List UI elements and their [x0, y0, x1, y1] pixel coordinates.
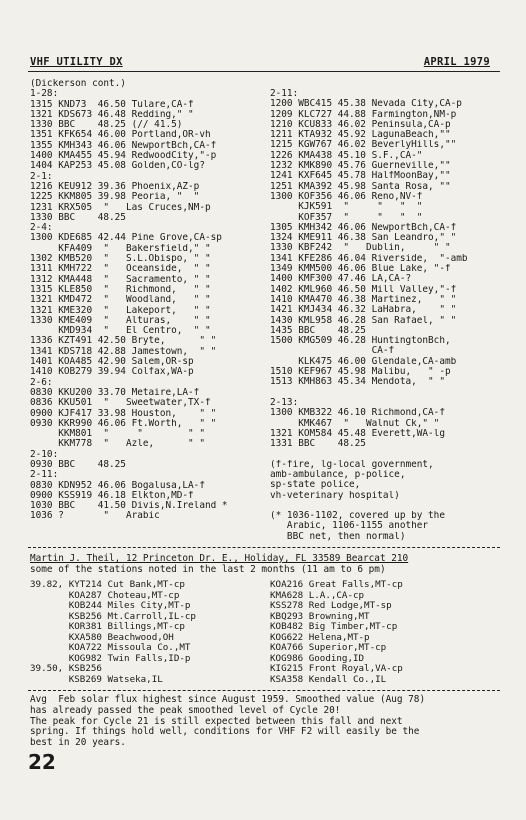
log-line: 1211 KTA932 45.92 LagunaBeach,"" [270, 130, 451, 141]
station-line: KSA358 Kendall Co.,IL [270, 673, 387, 685]
issue-date: APRIL 1979 [423, 56, 490, 68]
theil-intro [30, 554, 500, 575]
log-line: KJK591 " " " " [270, 202, 423, 213]
log-line: 1341 KFE286 46.04 Riverside, "-amb [270, 253, 468, 264]
station-line: KXA580 Beachwood,OH [30, 631, 174, 643]
dickerson-log-right [270, 89, 510, 542]
note-line: spring. If things hold well, conditions for VHF F2 will easily be the [30, 726, 420, 738]
log-line: vh-veterinary hospital) [270, 490, 400, 501]
log-line: 1401 KOA485 42.90 Salem,OR-sp [30, 357, 194, 368]
log-line: 1300 KDE685 42.44 Pine Grove,CA-sp [30, 233, 222, 244]
station-line: KSB256 Mt.Carroll,IL-cp [30, 610, 196, 622]
log-line: 1321 KMD472 " Woodland, " " [30, 295, 211, 306]
log-line: 2-11: [30, 470, 59, 481]
log-line: 2-4: [30, 223, 53, 234]
log-line: sp-state police, [270, 480, 361, 491]
log-line: 1311 KMH722 " Oceanside, " " [30, 264, 211, 275]
log-line: 1500 KMG509 46.28 HuntingtonBch, [270, 336, 451, 347]
log-line: 1305 KMH342 46.06 NewportBch,CA-f [270, 222, 457, 233]
station-line: KOG982 Twin Falls,ID-p [30, 652, 191, 664]
station-line: KSB269 Watseka,IL [30, 673, 163, 685]
log-line: 0830 KKU200 33.70 Metaire,LA-f [30, 387, 200, 398]
log-line: 0930 KKR990 46.06 Ft.Worth, " " [30, 418, 217, 429]
log-line: 2-6: [30, 377, 53, 388]
log-line: 1331 BBC 48.25 [270, 439, 366, 450]
intro-line: Martin J. Theil, 12 Princeton Dr. E., Holiday, FL 33589 Bearcat 210 [30, 553, 409, 564]
log-line: KFA409 " Bakersfield," " [30, 243, 211, 254]
log-line: 1209 KLC727 44.88 Farmington,NM-p [270, 109, 457, 120]
theil-list-right [270, 580, 403, 685]
note-line: has already passed the peak smoothed level of Cycle 20! [30, 704, 341, 716]
station-line: 39.50, KSB256 [30, 663, 102, 674]
log-line: 1321 KOM584 45.48 Everett,WA-lg [270, 428, 445, 439]
log-line: 2-10: [30, 449, 59, 460]
log-line: 1036 ? " Arabic [30, 511, 160, 522]
log-line: 1402 KML960 46.50 Mill Valley,"-f [270, 284, 457, 295]
log-line: KLK475 46.00 Glendale,CA-amb [270, 356, 457, 367]
log-line: 0830 KDN952 46.06 Bogalusa,LA-f [30, 480, 205, 491]
log-line: (Dickerson cont.) [30, 79, 126, 89]
log-line: 1302 KMB520 " S.L.Obispo, " " [30, 254, 211, 265]
log-line: 1216 KEU912 39.36 Phoenix,AZ-p [30, 181, 200, 192]
log-line: 1225 KKM805 39.98 Peoria, " " [30, 192, 200, 203]
page-number: 22 [28, 750, 56, 774]
log-line: CA-f [270, 346, 395, 357]
log-line: KKM778 " Azle, " " [30, 439, 205, 450]
log-line: 1210 KCU833 46.02 Peninsula,CA-p [270, 119, 451, 130]
log-line: 1232 KMK890 45.76 Guerneville,"" [270, 161, 451, 172]
log-line: 1300 KMB322 46.10 Richmond,CA-f [270, 408, 445, 419]
header-rule [28, 71, 500, 72]
log-line: 1421 KMJ434 46.32 LaHabra, " " [270, 305, 457, 316]
log-line: 0900 KJF417 33.98 Houston, " " [30, 408, 217, 419]
log-line: 1300 KOF356 46.06 Reno,NV-f [270, 191, 423, 202]
theil-list-left [30, 580, 196, 685]
log-line: 1513 KMH863 45.34 Mendota, " " [270, 377, 445, 388]
log-line: 1226 KMA438 45.10 S.F.,CA-" [270, 150, 423, 161]
log-line: 0900 KSS919 46.18 Elkton,MD-f [30, 490, 194, 501]
log-line: 2-1: [30, 171, 53, 182]
log-line: 1349 KMM500 46.06 Blue Lake, "-f [270, 264, 451, 275]
log-line: 1351 KFK654 46.00 Portland,OR-vh [30, 130, 211, 141]
log-line: 1400 KMF300 47.46 LA,CA-? [270, 274, 412, 285]
log-line: 1430 KML958 46.28 San Rafael, " " [270, 315, 457, 326]
footer-divider [28, 690, 500, 691]
log-line: (* 1036-1102, covered up by the [270, 511, 445, 522]
column-title: VHF UTILITY DX [30, 56, 123, 68]
note-line: The peak for Cycle 21 is still expected between this fall and next [30, 715, 403, 727]
station-line: KOA766 Superior,MT-cp [270, 642, 387, 653]
log-line: 1030 BBC 41.50 Divis,N.Ireland * [30, 501, 228, 512]
station-line: KOB244 Miles City,MT-p [30, 600, 191, 611]
log-line: 1312 KMA448 " Sacramento, " " [30, 274, 211, 285]
note-line: best in 20 years. [30, 737, 126, 749]
log-line: KKM801 " " " " [30, 429, 205, 440]
log-line: KMK467 " Walnut Ck," " [270, 418, 440, 429]
log-line: 2-13: [270, 397, 299, 408]
log-line: (f-fire, lg-local government, [270, 459, 434, 470]
log-line: 1251 KMA392 45.98 Santa Rosa, "" [270, 181, 451, 192]
station-line: KOR381 Billings,MT-cp [30, 621, 185, 632]
log-line: 0836 KKU501 " Sweetwater,TX-f [30, 398, 211, 409]
station-line: 39.82, KYT214 Cut Bank,MT-cp [30, 579, 185, 590]
log-line: 0930 BBC 48.25 [30, 459, 126, 470]
log-line: 1200 WBC415 45.38 Nevada City,CA-p [270, 99, 462, 110]
log-line: 1315 KLE850 " Richmond, " " [30, 284, 211, 295]
log-line: 1315 KND73 46.50 Tulare,CA-f [30, 99, 194, 110]
log-line: 1321 KDS673 46.48 Redding," " [30, 109, 194, 120]
station-line: KBQ293 Browning,MT [270, 610, 370, 622]
log-line: 1410 KMA470 46.38 Martinez, " " [270, 294, 457, 305]
station-line: KOA287 Choteau,MT-cp [30, 589, 180, 601]
station-line: KMA628 L.A.,CA-cp [270, 589, 365, 601]
log-line: BBC net, then normal) [270, 531, 406, 542]
intro-line: some of the stations noted in the last 2 months (11 am to 6 pm) [30, 563, 386, 575]
station-line: KIG215 Front Royal,VA-cp [270, 663, 403, 674]
solar-flux-note [30, 695, 510, 749]
log-line: Arabic, 1106-1155 another [270, 521, 429, 532]
log-line [270, 449, 510, 459]
log-line: KMD934 " El Centro, " " [30, 326, 211, 337]
log-line: 1330 KBF242 " Dublin, " " [270, 243, 451, 254]
log-line: 1231 KRX505 " Las Cruces,NM-p [30, 202, 211, 213]
log-line: 1215 KGW767 46.02 BeverlyHills,"" [270, 140, 457, 151]
log-line: 1330 KME409 " Alturas, " " [30, 315, 211, 326]
log-line [270, 501, 510, 511]
section-divider [28, 547, 500, 548]
log-line: 1435 BBC 48.25 [270, 325, 366, 336]
log-line: 1330 BBC 48.25 (// 41.5) [30, 120, 183, 131]
log-line: 1330 BBC 48.25 [30, 212, 126, 223]
station-line: KOA722 Missoula Co.,MT [30, 642, 191, 653]
log-line: 1241 KXF645 45.78 HalfMoonBay,"" [270, 171, 451, 182]
log-line: amb-ambulance, p-police, [270, 469, 406, 480]
station-line: KOB482 Big Timber,MT-cp [270, 621, 398, 632]
station-line: KOG986 Gooding,ID [270, 652, 365, 664]
log-line [270, 388, 510, 398]
note-line: Avg Feb solar flux highest since August 1959. Smoothed value (Aug 78) [30, 694, 426, 705]
log-line: 1341 KDS718 42.88 Jamestown, " " [30, 346, 217, 357]
log-line: 1336 KZT491 42.50 Bryte, " " [30, 336, 217, 347]
dickerson-log-left [30, 79, 270, 522]
log-line: 1324 KME911 46.38 San Leandro," " [270, 233, 457, 244]
station-line: KOG622 Helena,MT-p [270, 631, 370, 643]
station-line: KSS278 Red Lodge,MT-sp [270, 600, 392, 611]
log-line: 1410 KOB279 39.94 Colfax,WA-p [30, 367, 194, 378]
log-line: KOF357 " " " " [270, 212, 423, 223]
log-line: 1-28: [30, 89, 59, 100]
log-line: 2-11: [270, 89, 299, 99]
log-line: 1321 KME320 " Lakeport, " " [30, 305, 211, 316]
log-line: 1400 KMA455 45.94 RedwoodCity,"-p [30, 151, 217, 162]
log-line: 1510 KEF967 45.98 Malibu, " -p [270, 367, 451, 378]
station-line: KOA216 Great Falls,MT-cp [270, 579, 403, 590]
log-line: 1355 KMH343 46.06 NewportBch,CA-f [30, 140, 217, 151]
log-line: 1404 KAP253 45.08 Golden,CO-lg? [30, 161, 205, 172]
